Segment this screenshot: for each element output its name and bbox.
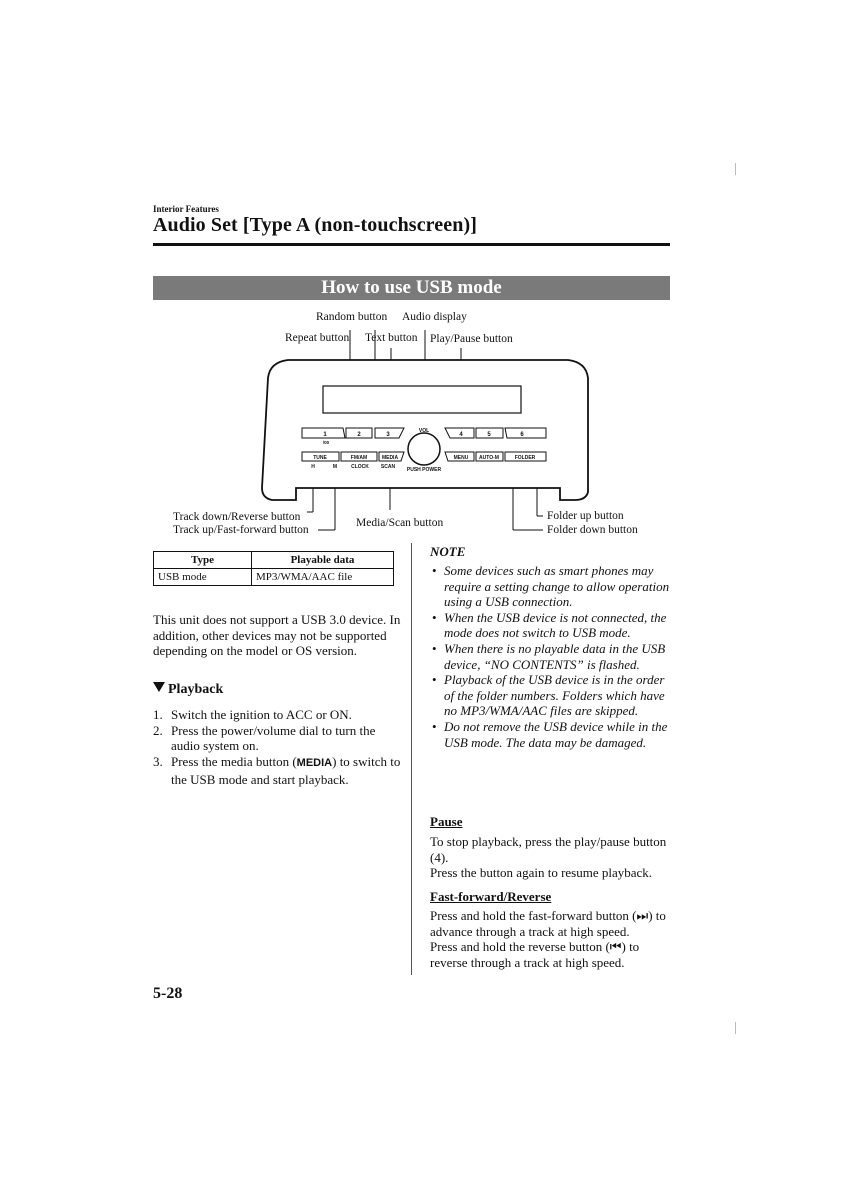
table-row: [154, 569, 394, 586]
section-banner: How to use USB mode: [153, 276, 670, 300]
media-key-label: MEDIA: [296, 757, 333, 770]
clock-label: CLOCK: [351, 464, 369, 470]
note-list: [430, 563, 675, 750]
edge-tick-bottom: [735, 1022, 736, 1034]
h-label: H: [311, 464, 315, 470]
push-power-label: PUSH POWER: [406, 467, 442, 473]
column-divider: [411, 543, 412, 975]
step-number: 2.: [153, 722, 163, 738]
label-track-down-button: Track down/Reverse button: [173, 511, 301, 523]
page-title: Audio Set [Type A (non-touchscreen)]: [153, 214, 477, 236]
scan-label: SCAN: [380, 464, 396, 470]
note-item: • When there is no playable data in the USB device, “NO CONTENTS” is flashed.: [432, 640, 666, 672]
label-folder-down-button: Folder down button: [547, 524, 638, 536]
page-number: 5-28: [153, 985, 183, 1002]
step-text: Switch the ignition to ACC or ON.: [171, 707, 352, 722]
table-header-playable-data: Playable data: [252, 552, 394, 569]
preset-1-sub: /00: [322, 440, 330, 445]
note-item: • Do not remove the USB device while in the USB mode. The data may be damaged.: [432, 718, 668, 750]
step-text-post: ) to switch to the USB mode and start playback.: [171, 754, 401, 787]
label-folder-up-button: Folder up button: [547, 510, 624, 522]
vol-label: VOL: [418, 428, 430, 434]
section-label: Interior Features: [153, 204, 219, 214]
table-cell-type: USB mode: [154, 569, 252, 586]
preset-1-label: 1: [323, 432, 327, 438]
note-heading: NOTE: [430, 544, 466, 559]
triangle-down-icon: [153, 682, 165, 692]
label-text-button: Text button: [365, 332, 418, 344]
pause-heading: Pause: [430, 814, 463, 829]
edge-tick-top: [735, 163, 736, 175]
list-item: [153, 754, 403, 787]
preset-4-label: 4: [459, 432, 463, 438]
menu-label: MENU: [453, 455, 469, 461]
pause-text-1: To stop playback, press the play/pause button (4).: [430, 834, 667, 865]
step-number: 1.: [153, 707, 163, 722]
label-play-pause-button: Play/Pause button: [430, 333, 513, 345]
m-label: M: [332, 464, 338, 470]
auto-m-label: AUTO-M: [479, 455, 499, 461]
note-item: • Playback of the USB device is in the order of the folder numbers. Folders which have no MP3/WMA/AAC files are skipped.: [432, 672, 665, 719]
step-text: Press the power/volume dial to turn the audio system on.: [171, 722, 376, 754]
label-random-button: Random button: [316, 311, 388, 323]
note-item: • When the USB device is not connected, the mode does not switch to USB mode.: [432, 609, 667, 641]
preset-3-label: 3: [386, 432, 390, 438]
tune-label: TUNE: [313, 455, 327, 461]
list-item: [153, 707, 403, 723]
label-repeat-button: Repeat button: [285, 332, 350, 344]
table-header-type: Type: [154, 552, 252, 569]
label-media-scan-button: Media/Scan button: [356, 517, 444, 529]
table-header-row: [154, 552, 394, 569]
folder-label: FOLDER: [514, 455, 536, 461]
fast-forward-heading: Fast-forward/Reverse: [430, 889, 552, 904]
step-number: 3.: [153, 754, 163, 770]
step-text-pre: Press the media button (: [171, 754, 297, 770]
table-cell-playable-data: MP3/WMA/AAC file: [252, 569, 394, 586]
title-rule: [153, 243, 670, 246]
preset-2-label: 2: [357, 432, 361, 438]
pause-text: [430, 834, 675, 881]
fast-forward-text: [430, 908, 675, 971]
fm-am-label: FM/AM: [350, 455, 368, 461]
preset-6-label: 6: [520, 432, 524, 438]
label-track-up-button: Track up/Fast-forward button: [173, 524, 309, 536]
fast-forward-text-1: Press and hold the fast-forward button (⏭) to advance through a track at high speed.: [430, 908, 666, 939]
label-audio-display: Audio display: [402, 311, 467, 323]
note-item: • Some devices such as smart phones may require a setting change to allow operation using a USB connection.: [432, 563, 670, 610]
pause-text-2: Press the button again to resume playback.: [430, 865, 653, 881]
playback-heading: [153, 682, 223, 698]
usb-support-paragraph: This unit does not support a USB 3.0 device. In addition, other devices may not be supported depending on the model or OS version.: [153, 612, 401, 659]
playback-steps: [153, 707, 403, 788]
media-label: MEDIA: [381, 455, 399, 461]
fast-forward-text-2: Press and hold the reverse button (⏮) to reverse through a track at high speed.: [430, 939, 640, 971]
list-item: [153, 723, 403, 754]
preset-5-label: 5: [487, 432, 491, 438]
audio-unit-diagram: [150, 330, 670, 540]
playable-data-table: [153, 551, 394, 586]
playback-heading-text: Playback: [168, 682, 224, 697]
